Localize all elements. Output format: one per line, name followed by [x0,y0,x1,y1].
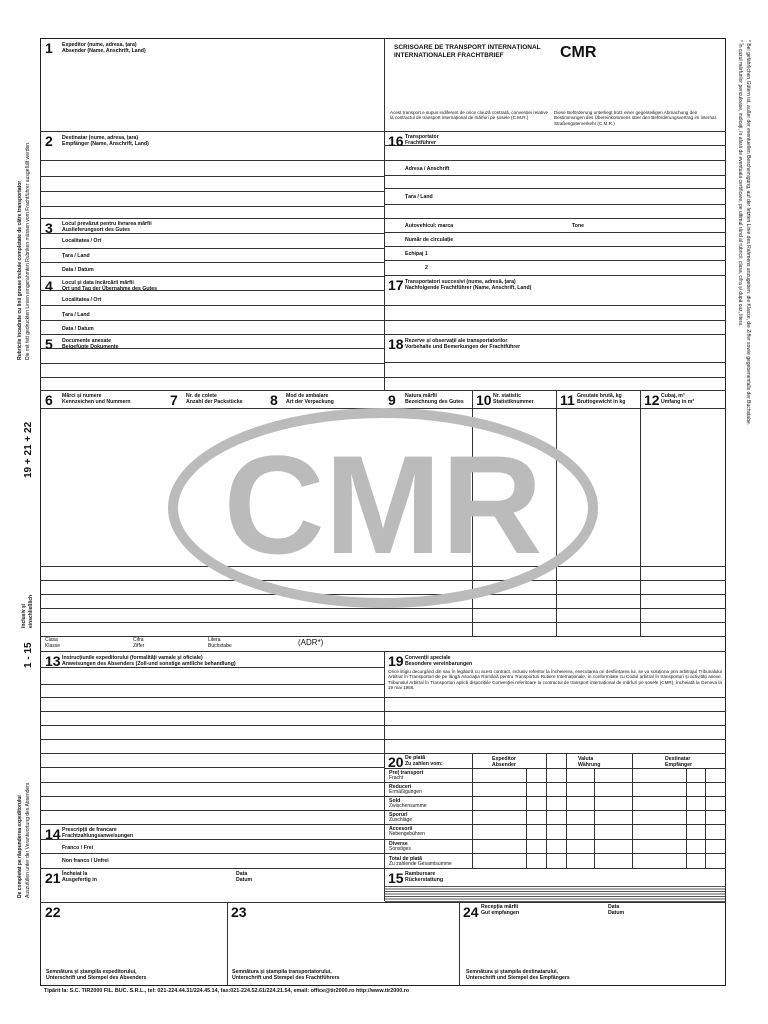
box-14-label-ro: Prescripții de francare [62,827,117,833]
cmr-logo: CMR [560,44,597,61]
adr-tag: (ADR*) [298,638,324,647]
box-15-label-de: Rückerstattung [405,877,444,883]
box-6-label-de: Kennzeichen und Nummern [62,399,131,405]
box-22-number: 22 [45,904,61,920]
box-20-label-de: Zu zahlen vom: [405,761,443,767]
box-20-label-ro: De plată [405,755,426,761]
reimbursement-hatch [385,886,725,902]
box-4-date: Data / Datum [62,326,94,332]
box-21-date-de: Datum [236,877,253,883]
box-19-label-de: Besondere vereinbarungen [405,661,473,667]
box-24-signature-de: Unterschrift und Stempel des Empfängers [466,975,570,981]
box-12-label-ro: Cubaj, m³ [661,393,685,399]
box-24-signature-ro: Semnătura și ștampila destinatarului, [466,969,558,975]
box-2-number: 2 [45,133,53,149]
box-20-row-label: Zuschläge [389,817,413,823]
divider-h-1 [40,131,726,132]
box-1-label-de: Absender (Name, Anschrift, Land) [62,48,146,54]
box-4-label-de: Ort und Tag der Übernahme des Gutes [62,286,158,292]
side-sender-ro: De completat pe răspunderea expeditorului [17,795,23,898]
box-7-label-de: Anzahl der Packstücke [186,399,243,405]
box-4-number: 4 [45,278,53,294]
adr-letter-ro: Litera [208,637,221,643]
box-9-label-ro: Natura mărfii [405,393,437,399]
side-inclusive-de: einschließlich [28,594,34,628]
box-20-row-label: Fracht [389,775,404,781]
box-20-row-label: Sporuri [389,812,408,818]
box-20-row-label: Zu zahlende Gesamtsumme [389,861,452,867]
box-20-row-label: Preț transport [389,770,424,776]
box-20-row-label: Sold [389,798,401,804]
box-20-consignee-ro: Destinatar [665,756,691,762]
box-24-date-de: Datum [608,910,625,916]
box-10-number: 10 [476,392,492,408]
box-20-sender-de: Absender [492,762,516,768]
adr-letter-de: Buchstabe [208,643,232,649]
box-14-non-franco: Non franco / Unfrei [62,858,109,864]
box-16-plate-number: Număr de circulație [405,237,454,243]
box-20-row-label: Total de plată [389,856,423,862]
box-6-label-ro: Mărci și numere [62,393,102,399]
box-4-locality: Localitatea / Ort [62,297,102,303]
box-20-row-label: Sonstiges [389,846,411,852]
side-hazard-ro: * În cazul mărfurilor periculoase, indicați, în afară de eventuala certificare, pe ultimul rând al rubricii: clasa, cifra și după caz, litera. [737,40,743,327]
adr-class-de: Klasse [45,643,61,649]
box-11-number: 11 [560,392,575,408]
box-8-label-de: Art der Verpackung [286,399,334,405]
box-14-franco: Franco / Frei [62,845,94,851]
box-20-number: 20 [388,754,404,770]
divider-v-mid [384,651,385,901]
box-5-label-ro: Documente anexate [62,338,112,344]
printer-footer: Tipărit la: S.C. TIR2000 FIL. BUC. S.R.L., tel: 021-224.44.31/224.45.14, fax:021-224.52.61/224.21.54, email: office@tir2000.ro http://www.tir2000.ro [44,988,410,994]
box-17-number: 17 [388,277,404,293]
box-12-label-de: Umfang in m³ [661,399,695,405]
box-19-label-ro: Convenții speciale [405,655,451,661]
box-3-locality: Localitatea / Ort [62,238,102,244]
box-16-vehicle: Autovehicul: marca [405,223,454,229]
box-17-label-ro: Transportatori succesivi (nume, adresă, țara) [405,279,516,285]
side-inclusive-ro: Inclusiv și [21,603,27,628]
box-24-label-de: Gut empfangen [481,910,520,916]
box-20-currency-ro: Valuta [578,756,594,762]
box-20-row-label: Reduceri [389,784,412,790]
box-24-label-ro: Recepția mărfii [481,904,519,910]
notice-de: Diese Beförderung unterliegt trotz einer gegenteiligen Abmachung den Bestimmungen des Übereinkommens über den Beförderungsvertrag im internat. Straßengüterverkehr (C.M.R.) [554,110,718,126]
box-20-row-label: Ermäßigungen [389,789,422,795]
divider-v-sign2 [459,902,460,986]
box-10-label-de: Statistiknummer [493,399,534,405]
form-title-ro: SCRISOARE DE TRANSPORT INTERNAȚIONAL [394,44,541,51]
box-9-label-de: Bezeichnung des Gutes [405,399,464,405]
side-sender-de: Auszufüllen unter der Verantwortung des Absenders [25,782,31,898]
notice-ro: Acest transport e supus indiferent de orice clauză contrară, convenției relative la contractul de transport internațional de mărfuri pe șosele (C.M.R.) [390,110,549,121]
box-20-consignee-de: Empfänger [665,762,693,768]
box-13-label-ro: Instrucțiunile expeditorului (formalități vamale și oficiale) [62,655,203,661]
box-5-number: 5 [45,336,53,352]
divider-h-13 [40,651,726,652]
box-17-label-de: Nachfolgende Frachtführer (Name, Anschrift, Land) [405,285,532,291]
box-3-date: Data / Datum [62,267,94,273]
box-3-number: 3 [45,220,53,236]
box-1-label-ro: Expeditor (nume, adresa, țara) [62,42,137,48]
adr-digit-de: Ziffer [133,643,145,649]
box-22-signature-ro: Semnătura și ștampila expeditorului, [46,969,137,975]
box-16-address: Adresa / Anschrift [405,166,450,172]
cmr-watermark-logo [168,408,598,608]
box-12-number: 12 [644,392,660,408]
box-24-number: 24 [463,904,479,920]
box-15-label-ro: Rambursare [405,871,436,877]
box-20-sender-ro: Expeditor [492,756,516,762]
box-5-label-de: Beigefügte Dokumente [62,344,119,350]
adr-class-ro: Clasa [45,637,58,643]
divider-h-sign [40,902,726,903]
box-11-label-de: Bruttogewicht in kg [577,399,626,405]
box-24-date-ro: Data [608,904,620,910]
side-note-de: Die mit fett gedruckten Linien eingerahmten Rubriken müssen vom Frachtführer ausgefüllt werden. [25,141,31,360]
box-18-label-ro: Rezerve și observații ale transportatorilor [405,338,508,344]
side-range-a: 19 + 21 + 22 [23,421,34,478]
side-note-ro: Rubricile încadrate cu linii groase trebuie completate de către transportator [17,180,23,360]
box-8-label-ro: Mod de ambalare [286,393,329,399]
box-4-country: Țara / Land [62,312,90,318]
box-3-label-ro: Locul prevăzut pentru livrarea mărfii [62,221,152,227]
box-7-label-ro: Nr. de colete [186,393,217,399]
box-16-crew-2: 2 [425,265,428,271]
box-4-label-ro: Locul și data încărcării mărfii [62,280,134,286]
box-20-row-label: Zwischensumme [389,803,427,809]
box-11-label-ro: Greutate brută, kg [577,393,622,399]
box-21-date-ro: Data [236,871,248,877]
divider-v-top [384,38,385,391]
box-18-number: 18 [388,336,404,352]
box-21-number: 21 [45,870,61,886]
box-13-label-de: Anweisungen des Absenders (Zoll-und sonstige amtliche behandlung) [62,661,236,667]
box-23-signature-de: Unterschrift und Stempel des Frachtführers [232,975,340,981]
box-20-row-label: Nebengebühren [389,831,425,837]
box-21-label-ro: Încheiat la [62,871,88,877]
box-8-number: 8 [270,392,278,408]
box-16-tons: Tone [572,223,585,229]
box-16-country: Țara / Land [405,194,433,200]
box-3-country: Țara / Land [62,253,90,259]
side-hazard-de: * Bei gefährlichen Gütern ist, außer der eventuellen Bescheinigung, auf der letzten Linie des Rahmens anzugeben: die Klasse, die Ziffer sowie gegebenenfalls der Buchstabe. [745,40,751,426]
box-7-number: 7 [170,392,178,408]
box-23-number: 23 [231,904,247,920]
adr-digit-ro: Cifra [133,637,144,643]
box-20-currency-de: Währung [578,762,601,768]
box-22-signature-de: Unterschrift und Stempel des Absenders [46,975,147,981]
box-19-number: 19 [388,653,404,669]
divider-v-sign1 [227,902,228,986]
box-20-row-label: Accesorii [389,826,413,832]
box-14-number: 14 [45,826,61,842]
box-2-label-de: Empfänger (Name, Anschrift, Land) [62,141,149,147]
cmr-watermark-text: CMR [223,426,543,583]
box-21-label-de: Ausgefertig in [62,877,97,883]
form-title-de: INTERNATIONALER FRACHTBRIEF [394,52,504,59]
box-10-label-ro: Nr. statistic [493,393,521,399]
divider-h-goods [40,390,726,391]
side-range-b: 1 - 15 [23,642,34,668]
box-2-label-ro: Destinatar (nume, adresa, țara) [62,135,139,141]
box-23-signature-ro: Semnătura și ștampila transportatorului, [232,969,332,975]
box-14-label-de: Frachtzahlungsanweisungen [62,833,134,839]
box-16-label-ro: Transportator [405,134,439,140]
box-13-number: 13 [45,653,61,669]
box-16-label-de: Frachtführer [405,140,436,146]
box-16-crew-1: Echipaj 1 [405,251,428,257]
box-3-label-de: Auslieferungsort des Gutes [62,227,131,233]
box-18-label-de: Vorbehalte und Bemerkungen der Frachtführer [405,344,521,350]
box-15-number: 15 [388,870,404,886]
box-6-number: 6 [45,392,53,408]
box-20-row-label: Diverse [389,841,408,847]
box-9-number: 9 [388,392,396,408]
box-16-number: 16 [388,133,404,149]
box-1-number: 1 [45,40,53,56]
box-19-arbitration-text: Orice litigiu decurgând din sau în legătură cu acest contract, inclusiv referitor la încheierea, executarea ori desființarea lui, se va soluționa prin arbitrajul Tribunalului Arbitral în Transporturi de pe lângă Asociația Română pentru Transporturi Rutiere Internaționale, în conformitate cu Codul arbitral în transporturi și activități anexe. Tribunalul Arbitral în Transporturi aplică dispozițiile Convenției referitoare la contractul de transport internațional de mărfuri pe șosele (CMR), încheiată la Geneva la 19 mai 1956. [388,669,722,691]
